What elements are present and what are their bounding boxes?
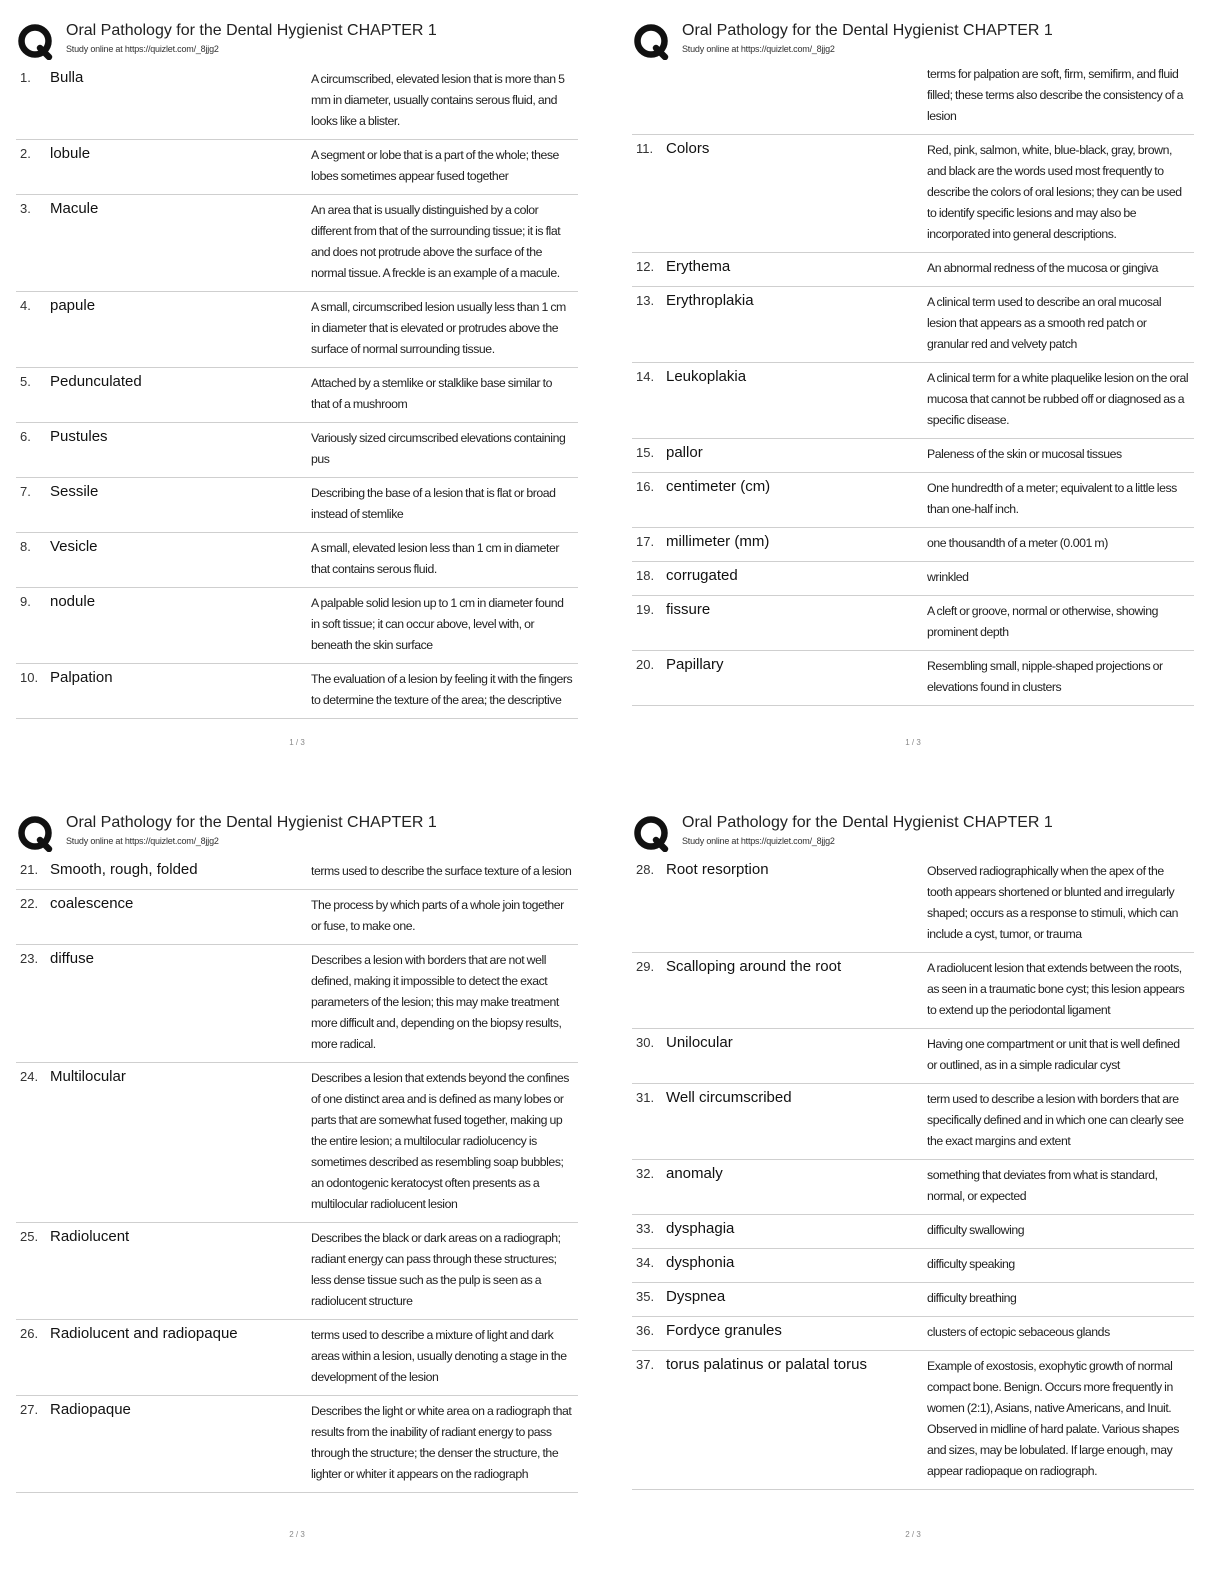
- definition-text: wrinkled: [927, 570, 969, 584]
- term-row: [16, 423, 578, 478]
- term-number: 33.: [636, 1221, 655, 1236]
- definition-text: A segment or lobe that is a part of the whole; these lobes sometimes appear fused together: [311, 148, 559, 183]
- document-title: Oral Pathology for the Dental Hygienist CHAPTER 1: [66, 814, 437, 831]
- page-header: [16, 808, 594, 854]
- term-row: [632, 439, 1194, 473]
- term-number: 32.: [636, 1166, 655, 1181]
- term-number: 29.: [636, 959, 655, 974]
- term-text: millimeter (mm): [666, 533, 770, 550]
- definition-text: Red, pink, salmon, white, blue-black, gray, brown, and black are the words used most frequently to describe the colors of oral lesions; they can be used to identify specific lesions and may also be incorporated into general descriptions.: [927, 143, 1182, 241]
- term-row: [16, 1063, 578, 1223]
- term-number: 24.: [20, 1069, 39, 1084]
- term-number: 22.: [20, 896, 39, 911]
- term-number: 9.: [20, 594, 31, 609]
- term-number: 20.: [636, 657, 655, 672]
- definition-text: A cleft or groove, normal or otherwise, showing prominent depth: [927, 604, 1158, 639]
- term-row: [16, 890, 578, 945]
- term-number: 17.: [636, 534, 655, 549]
- term-row: [632, 1317, 1194, 1351]
- study-link[interactable]: Study online at https://quizlet.com/_8jjg2: [66, 44, 219, 54]
- document-title: Oral Pathology for the Dental Hygienist CHAPTER 1: [682, 814, 1053, 831]
- term-number: 36.: [636, 1323, 655, 1338]
- term-row: [16, 856, 578, 890]
- term-text: Dyspnea: [666, 1288, 726, 1305]
- term-text: Smooth, rough, folded: [50, 861, 198, 878]
- term-row: [632, 1029, 1194, 1084]
- term-text: centimeter (cm): [666, 478, 771, 495]
- term-text: Papillary: [666, 656, 724, 673]
- term-text: Sessile: [50, 483, 99, 500]
- term-row: [632, 856, 1194, 953]
- term-text: Radiolucent: [50, 1228, 130, 1245]
- page-1: [16, 16, 594, 776]
- definition-text: Describing the base of a lesion that is flat or broad instead of stemlike: [311, 486, 556, 521]
- term-row: [16, 1396, 578, 1493]
- term-text: Root resorption: [666, 861, 769, 878]
- definition-text: Attached by a stemlike or stalklike base similar to that of a mushroom: [311, 376, 552, 411]
- term-text: dysphagia: [666, 1220, 735, 1237]
- term-number: 26.: [20, 1326, 39, 1341]
- term-number: 13.: [636, 293, 655, 308]
- term-row: [16, 292, 578, 368]
- term-text: Radiolucent and radiopaque: [50, 1325, 238, 1342]
- term-text: Vesicle: [50, 538, 98, 555]
- term-number: 1.: [20, 70, 31, 85]
- definition-text: A clinical term for a white plaquelike lesion on the oral mucosa that cannot be rubbed off or diagnosed as a specific disease.: [927, 371, 1189, 427]
- term-row: [632, 1084, 1194, 1160]
- term-number: 27.: [20, 1402, 39, 1417]
- term-number: 31.: [636, 1090, 655, 1105]
- page-header: [16, 16, 594, 62]
- term-row: [16, 478, 578, 533]
- flashcard-list: [16, 856, 578, 1493]
- definition-text: A small, circumscribed lesion usually less than 1 cm in diameter that is elevated or protrudes above the surface of normal surrounding tissue.: [311, 300, 566, 356]
- term-row: [632, 1249, 1194, 1283]
- definition-text: one thousandth of a meter (0.001 m): [927, 536, 1108, 550]
- term-text: anomaly: [666, 1165, 723, 1182]
- term-text: Well circumscribed: [666, 1089, 792, 1106]
- definition-text: A clinical term used to describe an oral mucosal lesion that appears as a smooth red patch or granular red and velvety patch: [927, 295, 1162, 351]
- term-text: fissure: [666, 601, 711, 618]
- term-row: [632, 473, 1194, 528]
- term-text: Pedunculated: [50, 373, 142, 390]
- term-text: Fordyce granules: [666, 1322, 782, 1339]
- term-row: [632, 253, 1194, 287]
- term-number: 34.: [636, 1255, 655, 1270]
- definition-text: terms used to describe a mixture of light and dark areas within a lesion, usually denoting a stage in the development of the lesion: [311, 1328, 567, 1384]
- study-link[interactable]: Study online at https://quizlet.com/_8jjg2: [682, 44, 835, 54]
- term-row: [632, 1160, 1194, 1215]
- term-number: 37.: [636, 1357, 655, 1372]
- definition-text: An area that is usually distinguished by a color different from that of the surrounding tissue; it is flat and does not protrude above the surface of the normal tissue. A freckle is an example of a macule.: [311, 203, 561, 280]
- definition-text: difficulty swallowing: [927, 1223, 1025, 1237]
- term-row: [16, 588, 578, 664]
- definition-text: The evaluation of a lesion by feeling it with the fingers to determine the texture of the area; the descriptive: [311, 672, 573, 707]
- term-row: [16, 533, 578, 588]
- flashcard-list: [632, 64, 1194, 706]
- term-row: [632, 363, 1194, 439]
- definition-text: An abnormal redness of the mucosa or gingiva: [927, 261, 1158, 275]
- term-row: [16, 140, 578, 195]
- page-header: [632, 16, 1210, 62]
- term-text: Leukoplakia: [666, 368, 747, 385]
- definition-text: The process by which parts of a whole join together or fuse, to make one.: [311, 898, 564, 933]
- term-number: 8.: [20, 539, 31, 554]
- term-row: [16, 1320, 578, 1396]
- definition-text: Observed radiographically when the apex of the tooth appears shortened or blunted and irregularly shaped; occurs as a response to stimuli, which can include a cyst, tumor, or trauma: [927, 864, 1179, 941]
- term-number: 7.: [20, 484, 31, 499]
- term-number: 14.: [636, 369, 655, 384]
- term-number: 35.: [636, 1289, 655, 1304]
- term-number: 25.: [20, 1229, 39, 1244]
- term-number: 19.: [636, 602, 655, 617]
- study-link[interactable]: Study online at https://quizlet.com/_8jjg2: [682, 836, 835, 846]
- term-text: corrugated: [666, 567, 738, 584]
- continued-definition-row: [632, 64, 1194, 135]
- definition-text: difficulty speaking: [927, 1257, 1015, 1271]
- document-title: Oral Pathology for the Dental Hygienist CHAPTER 1: [682, 22, 1053, 39]
- term-row: [632, 953, 1194, 1029]
- definition-text: A small, elevated lesion less than 1 cm in diameter that contains serous fluid.: [311, 541, 559, 576]
- term-number: 2.: [20, 146, 31, 161]
- term-text: Bulla: [50, 69, 84, 86]
- definition-text: terms for palpation are soft, firm, semifirm, and fluid filled; these terms also describe the consistency of a lesion: [927, 67, 1184, 123]
- term-row: [632, 1283, 1194, 1317]
- term-number: 15.: [636, 445, 655, 460]
- term-row: [632, 596, 1194, 651]
- term-number: 23.: [20, 951, 39, 966]
- term-row: [632, 528, 1194, 562]
- term-number: 11.: [636, 141, 654, 156]
- term-row: [632, 1351, 1194, 1490]
- definition-text: Describes a lesion with borders that are not well defined, making it impossible to detect the exact parameters of the lesion; this may make treatment more difficult and, depending on the biopsy results, more radical.: [311, 953, 562, 1051]
- page-4: [632, 808, 1210, 1568]
- quizlet-logo-icon: [18, 24, 54, 60]
- term-number: 30.: [636, 1035, 655, 1050]
- page-2: [632, 16, 1210, 776]
- term-row: [632, 1215, 1194, 1249]
- term-number: 28.: [636, 862, 655, 877]
- term-number: 16.: [636, 479, 655, 494]
- term-number: 3.: [20, 201, 31, 216]
- term-row: [16, 368, 578, 423]
- term-row: [632, 562, 1194, 596]
- term-text: Erythema: [666, 258, 731, 275]
- definition-text: A radiolucent lesion that extends between the roots, as seen in a traumatic bone cyst; this lesion appears to extend up the periodontal ligament: [927, 961, 1185, 1017]
- definition-text: Resembling small, nipple-shaped projections or elevations found in clusters: [927, 659, 1163, 694]
- term-number: 18.: [636, 568, 655, 583]
- definition-text: terms used to describe the surface texture of a lesion: [311, 864, 572, 878]
- term-text: Palpation: [50, 669, 113, 686]
- term-row: [632, 651, 1194, 706]
- term-text: torus palatinus or palatal torus: [666, 1356, 867, 1373]
- term-row: [16, 195, 578, 292]
- term-row: [632, 135, 1194, 253]
- flashcard-list: [16, 64, 578, 719]
- quizlet-logo-icon: [634, 24, 670, 60]
- page-header: [632, 808, 1210, 854]
- definition-text: something that deviates from what is standard, normal, or expected: [927, 1168, 1158, 1203]
- quizlet-logo-icon: [18, 816, 54, 852]
- page-3: [16, 808, 594, 1568]
- definition-text: Variously sized circumscribed elevations containing pus: [311, 431, 566, 466]
- term-number: 12.: [636, 259, 655, 274]
- page-number: 2 / 3: [905, 1530, 921, 1539]
- term-text: Scalloping around the root: [666, 958, 842, 975]
- term-text: Erythroplakia: [666, 292, 754, 309]
- term-text: diffuse: [50, 950, 94, 967]
- term-row: [16, 1223, 578, 1320]
- definition-text: Having one compartment or unit that is well defined or outlined, as in a simple radicular cyst: [927, 1037, 1180, 1072]
- term-number: 6.: [20, 429, 31, 444]
- term-text: lobule: [50, 145, 91, 162]
- term-text: dysphonia: [666, 1254, 735, 1271]
- term-text: coalescence: [50, 895, 134, 912]
- term-text: Radiopaque: [50, 1401, 131, 1418]
- definition-text: term used to describe a lesion with borders that are specifically defined and in which one can clearly see the exact margins and extent: [927, 1092, 1184, 1148]
- document-title: Oral Pathology for the Dental Hygienist CHAPTER 1: [66, 22, 437, 39]
- definition-text: clusters of ectopic sebaceous glands: [927, 1325, 1110, 1339]
- flashcard-list: [632, 856, 1194, 1490]
- definition-text: A circumscribed, elevated lesion that is more than 5 mm in diameter, usually contains serous fluid, and looks like a blister.: [311, 72, 565, 128]
- term-number: 10.: [20, 670, 39, 685]
- term-text: Unilocular: [666, 1034, 733, 1051]
- definition-text: Describes the light or white area on a radiograph that results from the inability of radiant energy to pass through the structure; the denser the structure, the lighter or whiter it appears on the radiograph: [311, 1404, 572, 1481]
- definition-text: difficulty breathing: [927, 1291, 1017, 1305]
- term-number: 21.: [20, 862, 39, 877]
- term-text: pallor: [666, 444, 703, 461]
- term-number: 4.: [20, 298, 31, 313]
- term-row: [16, 64, 578, 140]
- term-text: nodule: [50, 593, 96, 610]
- term-row: [16, 945, 578, 1063]
- term-number: 5.: [20, 374, 31, 389]
- page-number: 1 / 3: [905, 738, 921, 747]
- quizlet-logo-icon: [634, 816, 670, 852]
- term-text: Macule: [50, 200, 99, 217]
- definition-text: One hundredth of a meter; equivalent to a little less than one-half inch.: [927, 481, 1177, 516]
- term-row: [632, 287, 1194, 363]
- study-link[interactable]: Study online at https://quizlet.com/_8jjg2: [66, 836, 219, 846]
- term-text: Colors: [666, 140, 710, 157]
- definition-text: Describes a lesion that extends beyond the confines of one distinct area and is defined as many lobes or parts that are somewhat fused together, making up the entire lesion; a multilocular radiolucency is sometimes described as resembling soap bubbles; an odontogenic keratocyst often presents as a multilocular radiolucent lesion: [311, 1071, 569, 1211]
- page-number: 1 / 3: [289, 738, 305, 747]
- definition-text: Describes the black or dark areas on a radiograph; radiant energy can pass through these structures; less dense tissue such as the pulp is seen as a radiolucent structure: [311, 1231, 561, 1308]
- page-number: 2 / 3: [289, 1530, 305, 1539]
- term-row: [16, 664, 578, 719]
- definition-text: A palpable solid lesion up to 1 cm in diameter found in soft tissue; it can occur above, level with, or beneath the skin surface: [311, 596, 564, 652]
- term-text: Pustules: [50, 428, 108, 445]
- definition-text: Paleness of the skin or mucosal tissues: [927, 447, 1122, 461]
- term-text: Multilocular: [50, 1068, 126, 1085]
- definition-text: Example of exostosis, exophytic growth of normal compact bone. Benign. Occurs more frequently in women (2:1), Asians, native Americans, and Inuit. Observed in midline of hard palate. Various shapes and sizes, may be lobulated. If large enough, may appear radiopaque on radiograph.: [927, 1359, 1179, 1478]
- term-text: papule: [50, 297, 96, 314]
